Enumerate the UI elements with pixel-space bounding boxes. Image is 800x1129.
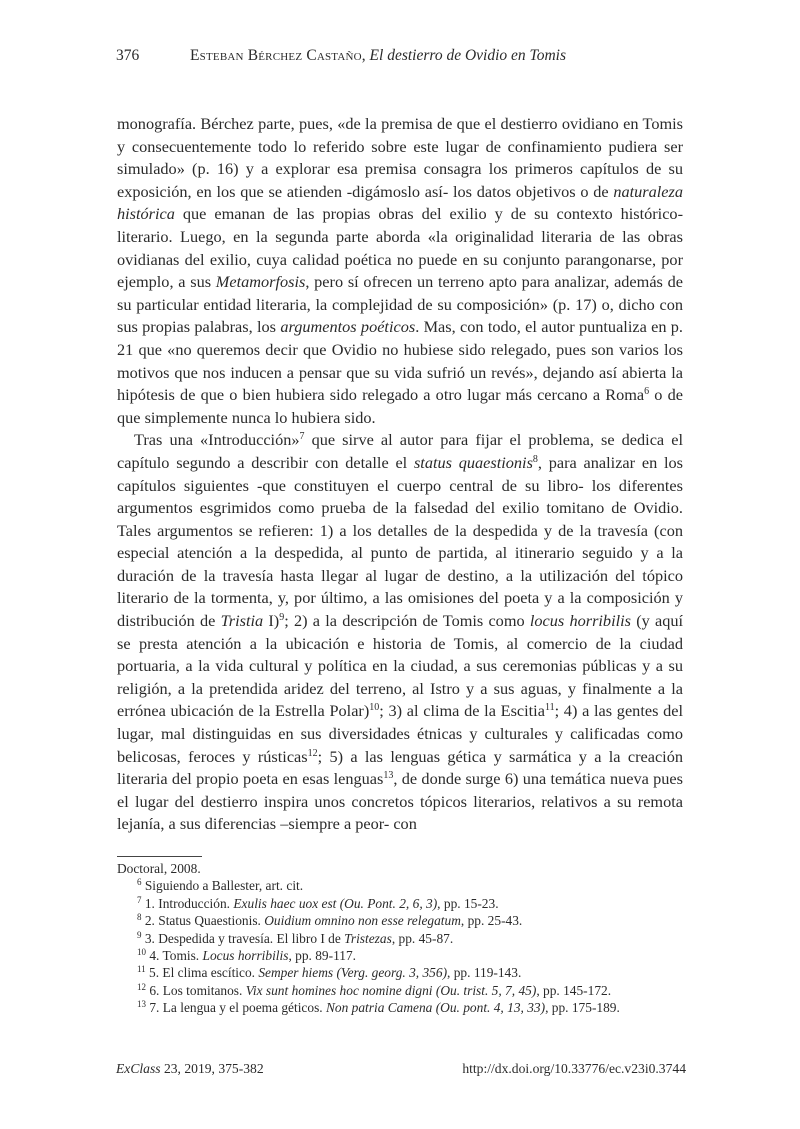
paragraph-2: Tras una «Introducción»$^7$ que sirve al autor para fijar el problema, se dedica el capítulo segundo a describir con detalle el status quaestionis$^8$, para analizar en los capítulos siguientes -que constituyen el cuerpo central de su libro- los diferentes argumentos esgrimidos como prueba de la falsedad del exilio tomitano de Ovidio. Tales argumentos se refieren: 1) a los detalles de la despedida y de la travesía (con especial atención a la despedida, al punto de partida, al itinerario seguido y a la duración de la travesía hasta llegar al lugar de destino, a la utilización del tópico literario de la tormenta, y, por último, a las omisiones del poeta y a la composición y distribución de Tristia I)$^9$; 2) a la descripción de Tomis como locus horribilis (y aquí se presta atención a la ubicación e historia de Tomis, al comercio de la ciudad portuaria, a la vida cultural y política en la ciudad, a sus ceremonias públicas y a su religión, a la pretendida aridez del terreno, al Istro y a sus aguas, y finalmente a la errónea ubicación de la Estrella Polar)$^{10}$; 3) al clima de la Escitia$^{11}$; 4) a las gentes del lugar, mal distinguidas en sus diversidades étnicas y culturales y calificadas como belicosas, feroces y rústicas$^{12}$; 5) a las lenguas gética y sarmática y a la creación literaria del propio poeta en esas lenguas$^{13}$, de donde surge 6) una temática nueva pues el lugar del destierro inspira unos concretos tópicos literarios, relativos a su remota lejanía, a sus diferencias –siempre a peor- con xyxy=(117,430,684,834)
footnote-ref[interactable]: 9 xyxy=(279,612,285,624)
footnote: $^{12}$ 6. Los tomitanos. Vix sunt homines hoc nomine digni (Ou. trist. 5, 7, 45), pp. 145-172. xyxy=(137,981,612,998)
italic-term: naturaleza histórica xyxy=(117,181,683,224)
footnote-number: 7 xyxy=(137,894,142,905)
footnote-ref[interactable]: 13 xyxy=(383,770,394,782)
running-title xyxy=(190,47,566,65)
doi-link[interactable]: http://dx.doi.org/10.33776/ec.v23i0.3744 xyxy=(462,1061,686,1076)
footnote-ref[interactable]: 8 xyxy=(532,453,538,465)
italic-term: argumentos poéticos xyxy=(280,317,416,337)
italic-term: status quaestionis xyxy=(413,452,533,472)
footnote-number: 8 xyxy=(137,912,142,923)
footnote-ref[interactable]: 7 xyxy=(299,431,305,443)
footnote-number: 10 xyxy=(137,947,146,958)
footnote: $^{13}$ 7. La lengua y el poema géticos. Non patria Camena (Ou. pont. 4, 13, 33), pp. 175-189. xyxy=(137,999,620,1016)
footnote-ref[interactable]: 11 xyxy=(544,702,555,714)
paragraph-1: monografía. Bérchez parte, pues, «de la premisa de que el destierro ovidiano en Tomis y consecuentemente todo lo referido sobre este lugar de confinamiento pudiera ser simulado» (p. 16) y a explorar esa premisa consagra los primeros capítulos de su exposición, en los que se atienden -digámoslo así- los datos objetivos o de naturaleza histórica que emanan de las propias obras del exilio y de su contexto histórico-literario. Luego, en la segunda parte aborda «la originalidad literaria de las obras ovidianas del exilio, cuya calidad poética no puede en su conjunto parangonarse, por ejemplo, a sus Metamorfosis, pero sí ofrecen un terreno apto para analizar, además de su particular entidad literaria, la complejidad de su composición» (p. 17) o, dicho con sus propias palabras, los argumentos poéticos. Mas, con todo, el autor puntualiza en p. 21 que «no queremos decir que Ovidio no hubiese sido relegado, pues son varios los motivos que nos inducen a pensar que su vida sufrió un revés», dejando así abierta la hipótesis de que o bien hubiera sido relegado a otro lugar más cercano a Roma$^6$ o de que simplemente nunca lo hubiera sido. xyxy=(117,114,684,427)
journal-name: ExClass xyxy=(116,1061,161,1076)
footnote-number: 12 xyxy=(137,981,146,992)
footnotes xyxy=(117,860,687,1017)
footnote-separator xyxy=(117,856,202,857)
italic-term: Tristia xyxy=(220,611,264,631)
footnote-number: 13 xyxy=(137,999,146,1010)
journal-citation: ExClass 23, 2019, 375-382 xyxy=(116,1061,264,1076)
footnote-continuation: Doctoral, 2008. xyxy=(117,861,201,876)
footnote: $^6$ Siguiendo a Ballester, art. cit. xyxy=(137,877,304,894)
body-text xyxy=(117,113,683,836)
footnote-ref[interactable]: 6 xyxy=(644,386,650,398)
author-name: Esteban Bérchez Castaño xyxy=(190,47,362,64)
title-separator: , xyxy=(361,47,370,64)
book-title: El destierro de Ovidio en Tomis xyxy=(369,47,567,64)
footnote-ref[interactable]: 10 xyxy=(369,702,380,714)
italic-term: Metamorfosis xyxy=(215,272,306,292)
footnote: $^8$ 2. Status Quaestionis. Ouidium omnino non esse relegatum, pp. 25-43. xyxy=(137,912,523,929)
footnote: $^7$ 1. Introducción. Exulis haec uox est (Ou. Pont. 2, 6, 3), pp. 15-23. xyxy=(137,894,499,911)
footnote-ref[interactable]: 12 xyxy=(307,747,318,759)
italic-term: locus horribilis xyxy=(529,611,631,631)
page-number: 376 xyxy=(116,47,140,64)
footnote-number: 6 xyxy=(137,877,142,888)
footnote-number: 11 xyxy=(137,964,146,975)
footnote-number: 9 xyxy=(137,929,142,940)
footnote: $^9$ 3. Despedida y travesía. El libro I de Tristezas, pp. 45-87. xyxy=(137,929,454,946)
footnote: $^{10}$ 4. Tomis. Locus horribilis, pp. 89-117. xyxy=(137,947,357,964)
footnote: $^{11}$ 5. El clima escítico. Semper hiems (Verg. georg. 3, 356), pp. 119-143. xyxy=(137,964,522,981)
